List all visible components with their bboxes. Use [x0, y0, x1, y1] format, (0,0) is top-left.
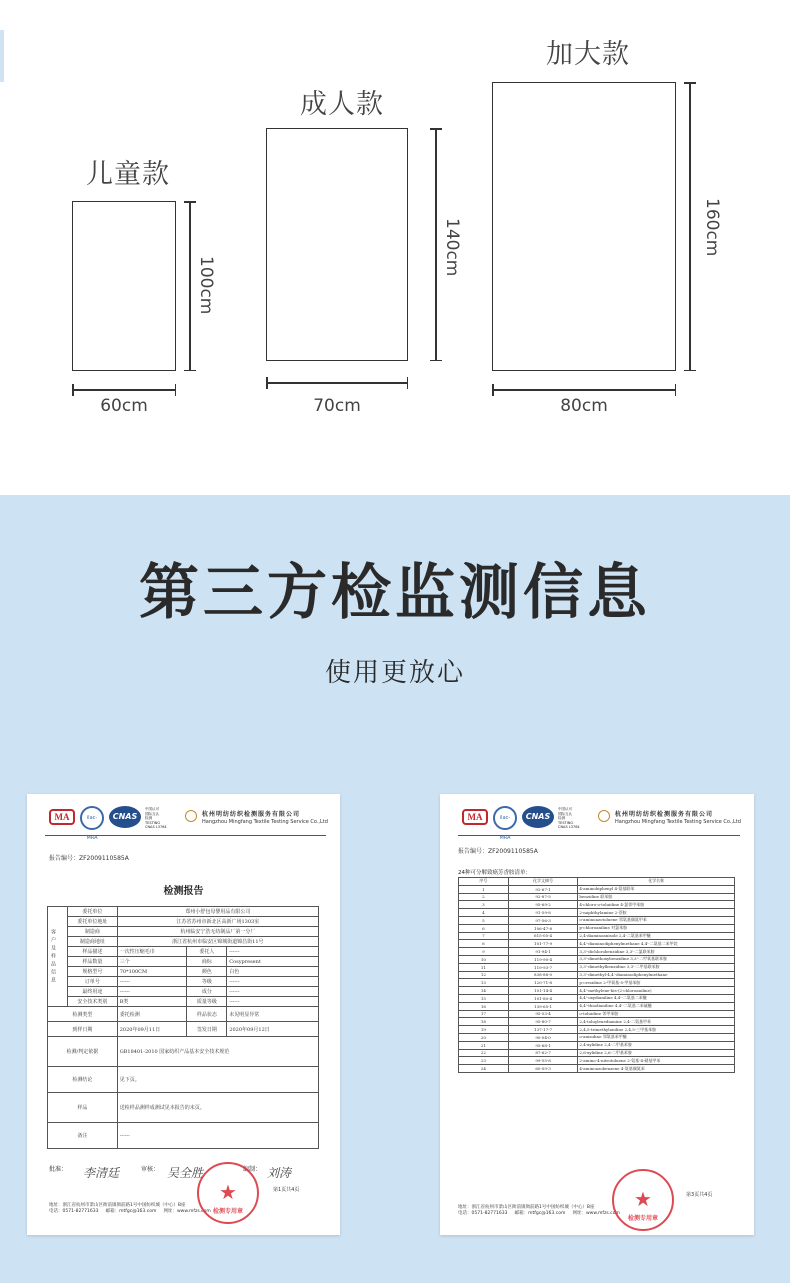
field-label: 签发日期 — [187, 1022, 227, 1037]
field-value: GB18401-2010 国家纺织产品基本安全技术规范 — [117, 1037, 318, 1067]
test-info-section — [0, 495, 790, 1283]
table-cell: 137-17-7 — [508, 1026, 578, 1034]
field-label: 规格型号 — [67, 967, 117, 977]
field-value: 送检样品测样成测试见本报告的末页。 — [117, 1093, 318, 1123]
table-cell: 101-14-4 — [508, 987, 578, 995]
field-label: 样品 — [48, 1093, 118, 1123]
field-value: 委托检测 — [117, 1007, 187, 1022]
table-cell: 91-59-8 — [508, 909, 578, 917]
adult-size-rect — [266, 128, 408, 361]
table-row — [459, 979, 735, 987]
table-row — [459, 916, 735, 924]
table-row — [459, 1010, 735, 1018]
field-label: 委托单位 — [67, 907, 117, 917]
section-label: 客户及样品信息 — [50, 928, 56, 985]
child-size-rect — [72, 201, 176, 371]
field-label: 质量等级 — [187, 997, 227, 1007]
table-cell: 2,6-xylidine 2,6-二甲基苯胺 — [578, 1049, 735, 1057]
report-number: 报告编号：ZF2009110585A — [458, 848, 538, 855]
table-row — [48, 927, 319, 937]
company-badge-icon — [185, 810, 197, 822]
table-cell: 5 — [459, 916, 509, 924]
report-footer: 地址：浙江省杭州市萧山区衙前镇衙前路1号中国纺织城（中心）B座 电话：0571-82771633 邮箱：mtfgc@163.com 网址：www.mfzs.com — [458, 1205, 620, 1216]
stamp-text: 检测专用章 — [627, 1215, 658, 1222]
table-cell: o-toluidine 邻甲苯胺 — [578, 1010, 735, 1018]
table-cell: 11 — [459, 963, 509, 971]
field-value: 郑州小舒包母婴用品有限公司 — [117, 907, 318, 917]
report-header — [45, 806, 328, 841]
field-label: 检测/判定依据 — [48, 1037, 118, 1067]
table-cell: 2,4,5-trimethylaniline 2,4,5-三甲基苯胺 — [578, 1026, 735, 1034]
amine-list-table — [458, 877, 735, 1073]
table-row — [459, 909, 735, 917]
table-cell: 95-68-1 — [508, 1041, 578, 1049]
large-height-text: 160cm — [702, 198, 722, 257]
table-cell: 23 — [459, 1057, 509, 1065]
table-cell: 22 — [459, 1049, 509, 1057]
table-cell: 3,3'-dimethoxybenzidine 3,3'-二甲氧基联苯胺 — [578, 955, 735, 963]
approve-label: 批准： — [49, 1166, 68, 1173]
table-cell: 13 — [459, 979, 509, 987]
field-label: 检测结论 — [48, 1067, 118, 1093]
child-width-text: 60cm — [100, 396, 148, 416]
table-row — [48, 947, 319, 957]
table-cell: 101-80-4 — [508, 994, 578, 1002]
table-cell: 20 — [459, 1033, 509, 1041]
table-row — [459, 987, 735, 995]
table-row — [48, 957, 319, 967]
table-row — [48, 1037, 319, 1067]
large-height-dimension — [684, 82, 696, 371]
child-size-label: 儿童款 — [86, 159, 170, 190]
table-cell: p-chloroaniline 对氯苯胺 — [578, 924, 735, 932]
edge-marker — [0, 30, 4, 82]
field-value: ------ — [227, 977, 319, 987]
table-cell: o-anisidine 邻氨基苯甲醚 — [578, 1033, 735, 1041]
child-height-dimension — [184, 201, 196, 371]
field-value: 浙江省杭州市临安区锦城街道锦昌街11号 — [117, 937, 318, 947]
company-name-cn: 杭州明纺纺织检测服务有限公司 — [615, 811, 714, 818]
table-row — [48, 1093, 319, 1123]
table-row — [459, 1049, 735, 1057]
stamp-text: 检测专用章 — [212, 1208, 243, 1215]
field-label: 颜色 — [187, 967, 227, 977]
table-cell: 92-67-1 — [508, 885, 578, 893]
section-subheading: 使用更放心 — [324, 658, 465, 688]
field-label: 样品状态 — [187, 1007, 227, 1022]
table-cell: 838-88-0 — [508, 971, 578, 979]
table-row — [459, 901, 735, 909]
table-row — [459, 940, 735, 948]
table-cell: benzidine 联苯胺 — [578, 893, 735, 901]
inspection-stamp — [612, 1169, 674, 1231]
table-row — [459, 994, 735, 1002]
field-label: 委托人 — [187, 947, 227, 957]
field-value: 见下页。 — [117, 1067, 318, 1093]
large-size-rect — [492, 82, 676, 371]
table-cell: 18 — [459, 1018, 509, 1026]
table-cell: 14 — [459, 987, 509, 995]
field-value: ------ — [227, 987, 319, 997]
field-value: ------ — [117, 1123, 318, 1149]
table-row — [48, 977, 319, 987]
table-cell: 9 — [459, 948, 509, 956]
table-cell: 7 — [459, 932, 509, 940]
field-label: 到样日期 — [48, 1022, 118, 1037]
table-cell: o-aminoazotoluene 邻氨基偶氮甲苯 — [578, 916, 735, 924]
table-cell: 120-71-8 — [508, 979, 578, 987]
column-header: 化学文摘号 — [508, 878, 578, 886]
table-cell: p-cresidine 2-甲氧基-5-甲基苯胺 — [578, 979, 735, 987]
table-cell: 4,4'-oxydianiline 4,4'-二氨基二苯醚 — [578, 994, 735, 1002]
table-row — [459, 893, 735, 901]
table-row — [459, 1018, 735, 1026]
field-value: 白色 — [227, 967, 319, 977]
child-width-dimension — [72, 384, 176, 396]
table-row — [459, 932, 735, 940]
table-row — [459, 1041, 735, 1049]
table-cell: 3,3'-dimethyl-4,4'-diaminodiphenylmethane — [578, 971, 735, 979]
adult-height-text: 140cm — [442, 218, 462, 277]
field-label: 制造商 — [67, 927, 117, 937]
company-name-en: Hangzhou Mingfang Textile Testing Service Co.,Ltd — [615, 819, 741, 825]
field-label: 备注 — [48, 1123, 118, 1149]
table-cell: 139-65-1 — [508, 1002, 578, 1010]
child-height-text: 100cm — [196, 256, 216, 315]
table-cell: 119-90-4 — [508, 955, 578, 963]
table-row — [48, 1007, 319, 1022]
field-value: 未见明显异常 — [227, 1007, 319, 1022]
table-row — [48, 937, 319, 947]
table-cell: 2,4-diaminoanisole 2,4-二氨基苯甲醚 — [578, 932, 735, 940]
field-label: 制造商地址 — [67, 937, 117, 947]
table-row — [48, 987, 319, 997]
company-name-en: Hangzhou Mingfang Textile Testing Service Co.,Ltd — [202, 819, 328, 825]
field-label: 样品数量 — [67, 957, 117, 967]
table-cell: 106-47-8 — [508, 924, 578, 932]
field-label: 成分 — [187, 987, 227, 997]
company-name-cn: 杭州明纺纺织检测服务有限公司 — [202, 811, 301, 818]
field-label: 样品描述 — [67, 947, 117, 957]
field-label: 等级 — [187, 977, 227, 987]
ilac-mra-logo: ilac-MRA — [80, 806, 104, 830]
table-cell: 91-94-1 — [508, 948, 578, 956]
field-value: B类 — [117, 997, 187, 1007]
table-cell: 24 — [459, 1065, 509, 1073]
review-label: 审核： — [141, 1166, 160, 1173]
report-info-table — [47, 906, 319, 1149]
report-number: 报告编号：ZF2009110585A — [49, 855, 129, 862]
field-value: ------ — [227, 947, 319, 957]
company-badge-icon — [598, 810, 610, 822]
large-size-label: 加大款 — [546, 39, 630, 70]
table-cell: 101-77-9 — [508, 940, 578, 948]
table-row — [459, 955, 735, 963]
table-cell: 2-naphthylamine 2-萘胺 — [578, 909, 735, 917]
page-number: 第1页共4页 — [273, 1187, 300, 1193]
table-cell: 2,4-toluylenediamine 2,4-二氨基甲苯 — [578, 1018, 735, 1026]
table-cell: 2-amino-4-nitrotoluene 2-氨基-4-硝基甲苯 — [578, 1057, 735, 1065]
table-cell: 10 — [459, 955, 509, 963]
table-row — [48, 1067, 319, 1093]
table-cell: 15 — [459, 994, 509, 1002]
table-cell: 95-53-4 — [508, 1010, 578, 1018]
table-cell: 97-56-3 — [508, 916, 578, 924]
inspection-stamp — [197, 1162, 262, 1224]
table-row — [48, 917, 319, 927]
table-row — [459, 971, 735, 979]
table-cell: 92-87-5 — [508, 893, 578, 901]
field-value: 70*100CM — [117, 967, 187, 977]
stamp-star-icon: ★ — [219, 1180, 237, 1204]
field-value: 2020年09月11日 — [117, 1022, 187, 1037]
field-label: 安全技术类别 — [67, 997, 117, 1007]
table-row — [459, 885, 735, 893]
size-diagram-section — [0, 0, 790, 495]
compile-signature: 刘涛 — [267, 1166, 292, 1180]
table-row — [459, 963, 735, 971]
table-row — [459, 1026, 735, 1034]
table-row — [459, 1033, 735, 1041]
table-cell: 2 — [459, 893, 509, 901]
table-cell: 4,4'-thiodianiline 4,4'-二氨基二苯硫醚 — [578, 1002, 735, 1010]
report-header — [458, 806, 741, 841]
table-cell: 8 — [459, 940, 509, 948]
column-header: 序号 — [459, 878, 509, 886]
cnas-logo: CNAS — [522, 806, 554, 828]
field-label: 商标 — [187, 957, 227, 967]
table-cell: 17 — [459, 1010, 509, 1018]
field-value: 一次性压缩毛巾 — [117, 947, 187, 957]
table-cell: 1 — [459, 885, 509, 893]
large-width-text: 80cm — [560, 396, 608, 416]
large-width-dimension — [492, 384, 676, 396]
table-cell: 4,4'-diaminodiphenylmethane 4,4'-二氨基二苯甲烷 — [578, 940, 735, 948]
amine-list-title: 24种可分解致癌芳香胺清单： — [458, 870, 531, 876]
table-cell: 3,3'-dichlorobenzidine 3,3'-二氯联苯胺 — [578, 948, 735, 956]
compile-label: 编制： — [243, 1166, 262, 1173]
table-cell: 4,4'-methylene-bis-(2-chloroaniline) — [578, 987, 735, 995]
adult-width-text: 70cm — [313, 396, 361, 416]
table-cell: 90-04-0 — [508, 1033, 578, 1041]
report-title: 检测报告 — [163, 886, 204, 897]
field-value: 杭州临安宁浩无纺制品厂第一分厂 — [117, 927, 318, 937]
field-value: ------ — [117, 977, 187, 987]
table-cell: 3 — [459, 901, 509, 909]
section-heading: 第三方检监测信息 — [139, 558, 651, 628]
field-label: 委托单位地址 — [67, 917, 117, 927]
field-value: Cosypresent — [227, 957, 319, 967]
table-cell: 16 — [459, 1002, 509, 1010]
field-value: 2020年09月12日 — [227, 1022, 319, 1037]
table-cell: 3,3'-dimethylbenzidine 3,3'-二甲基联苯胺 — [578, 963, 735, 971]
test-report-page-3 — [440, 794, 754, 1235]
approve-signature: 李清廷 — [83, 1166, 120, 1180]
test-report-page-1 — [27, 794, 340, 1235]
table-cell: 12 — [459, 971, 509, 979]
review-signature: 吴全胜 — [167, 1166, 204, 1180]
field-value: ------ — [227, 997, 319, 1007]
table-row — [459, 1002, 735, 1010]
table-cell: 4-aminobiphenyl 4-氨基联苯 — [578, 885, 735, 893]
cma-logo: MA — [49, 809, 75, 825]
page-number: 第3页共4页 — [686, 1192, 713, 1198]
table-cell: 4-chloro-o-toluidine 4-氯邻甲苯胺 — [578, 901, 735, 909]
cnas-accreditation-text: 中国认可 国际互认 检测 TESTING CNAS L3764 — [145, 807, 167, 829]
stamp-star-icon: ★ — [634, 1187, 652, 1211]
field-value: ------ — [117, 987, 187, 997]
field-label: 订单号 — [67, 977, 117, 987]
table-row — [48, 997, 319, 1007]
adult-size-label: 成人款 — [300, 89, 384, 120]
table-cell: 119-93-7 — [508, 963, 578, 971]
report-footer: 地址：浙江省杭州市萧山区衙前镇衙前路1号中国纺织城（中心）B座 电话：0571-82771633 邮箱：mtfgc@163.com 网址：www.mfzs.com — [49, 1203, 211, 1214]
field-label: 最终用途 — [67, 987, 117, 997]
cnas-accreditation-text: 中国认可 国际互认 检测 TESTING CNAS L3764 — [558, 807, 580, 829]
table-cell: 2,4-xylidine 2,4-二甲基苯胺 — [578, 1041, 735, 1049]
column-header: 化学名称 — [578, 878, 735, 886]
table-cell: 615-05-4 — [508, 932, 578, 940]
signature-row — [49, 1160, 329, 1180]
cma-logo: MA — [462, 809, 488, 825]
section-label-cell — [48, 907, 68, 1007]
table-cell: 4 — [459, 909, 509, 917]
table-row — [459, 948, 735, 956]
cnas-logo: CNAS — [109, 806, 141, 828]
ilac-mra-logo: ilac-MRA — [493, 806, 517, 830]
table-cell: 6 — [459, 924, 509, 932]
field-value: 江苏省苏州市新北区高新广场1303室 — [117, 917, 318, 927]
table-row — [48, 967, 319, 977]
table-cell: 87-62-7 — [508, 1049, 578, 1057]
table-cell: 21 — [459, 1041, 509, 1049]
table-row — [459, 1057, 735, 1065]
table-cell: 19 — [459, 1026, 509, 1034]
field-label: 检测类型 — [48, 1007, 118, 1022]
table-row — [48, 1123, 319, 1149]
field-value: 三个 — [117, 957, 187, 967]
table-row — [459, 924, 735, 932]
adult-width-dimension — [266, 377, 408, 389]
table-row — [459, 1065, 735, 1073]
table-cell: 60-09-3 — [508, 1065, 578, 1073]
adult-height-dimension — [430, 128, 442, 361]
table-row — [48, 1022, 319, 1037]
table-cell: 4-aminoazobenzene 4-氨基偶氮苯 — [578, 1065, 735, 1073]
table-row — [48, 907, 319, 917]
table-cell: 95-80-7 — [508, 1018, 578, 1026]
table-cell: 99-55-8 — [508, 1057, 578, 1065]
table-cell: 95-69-2 — [508, 901, 578, 909]
